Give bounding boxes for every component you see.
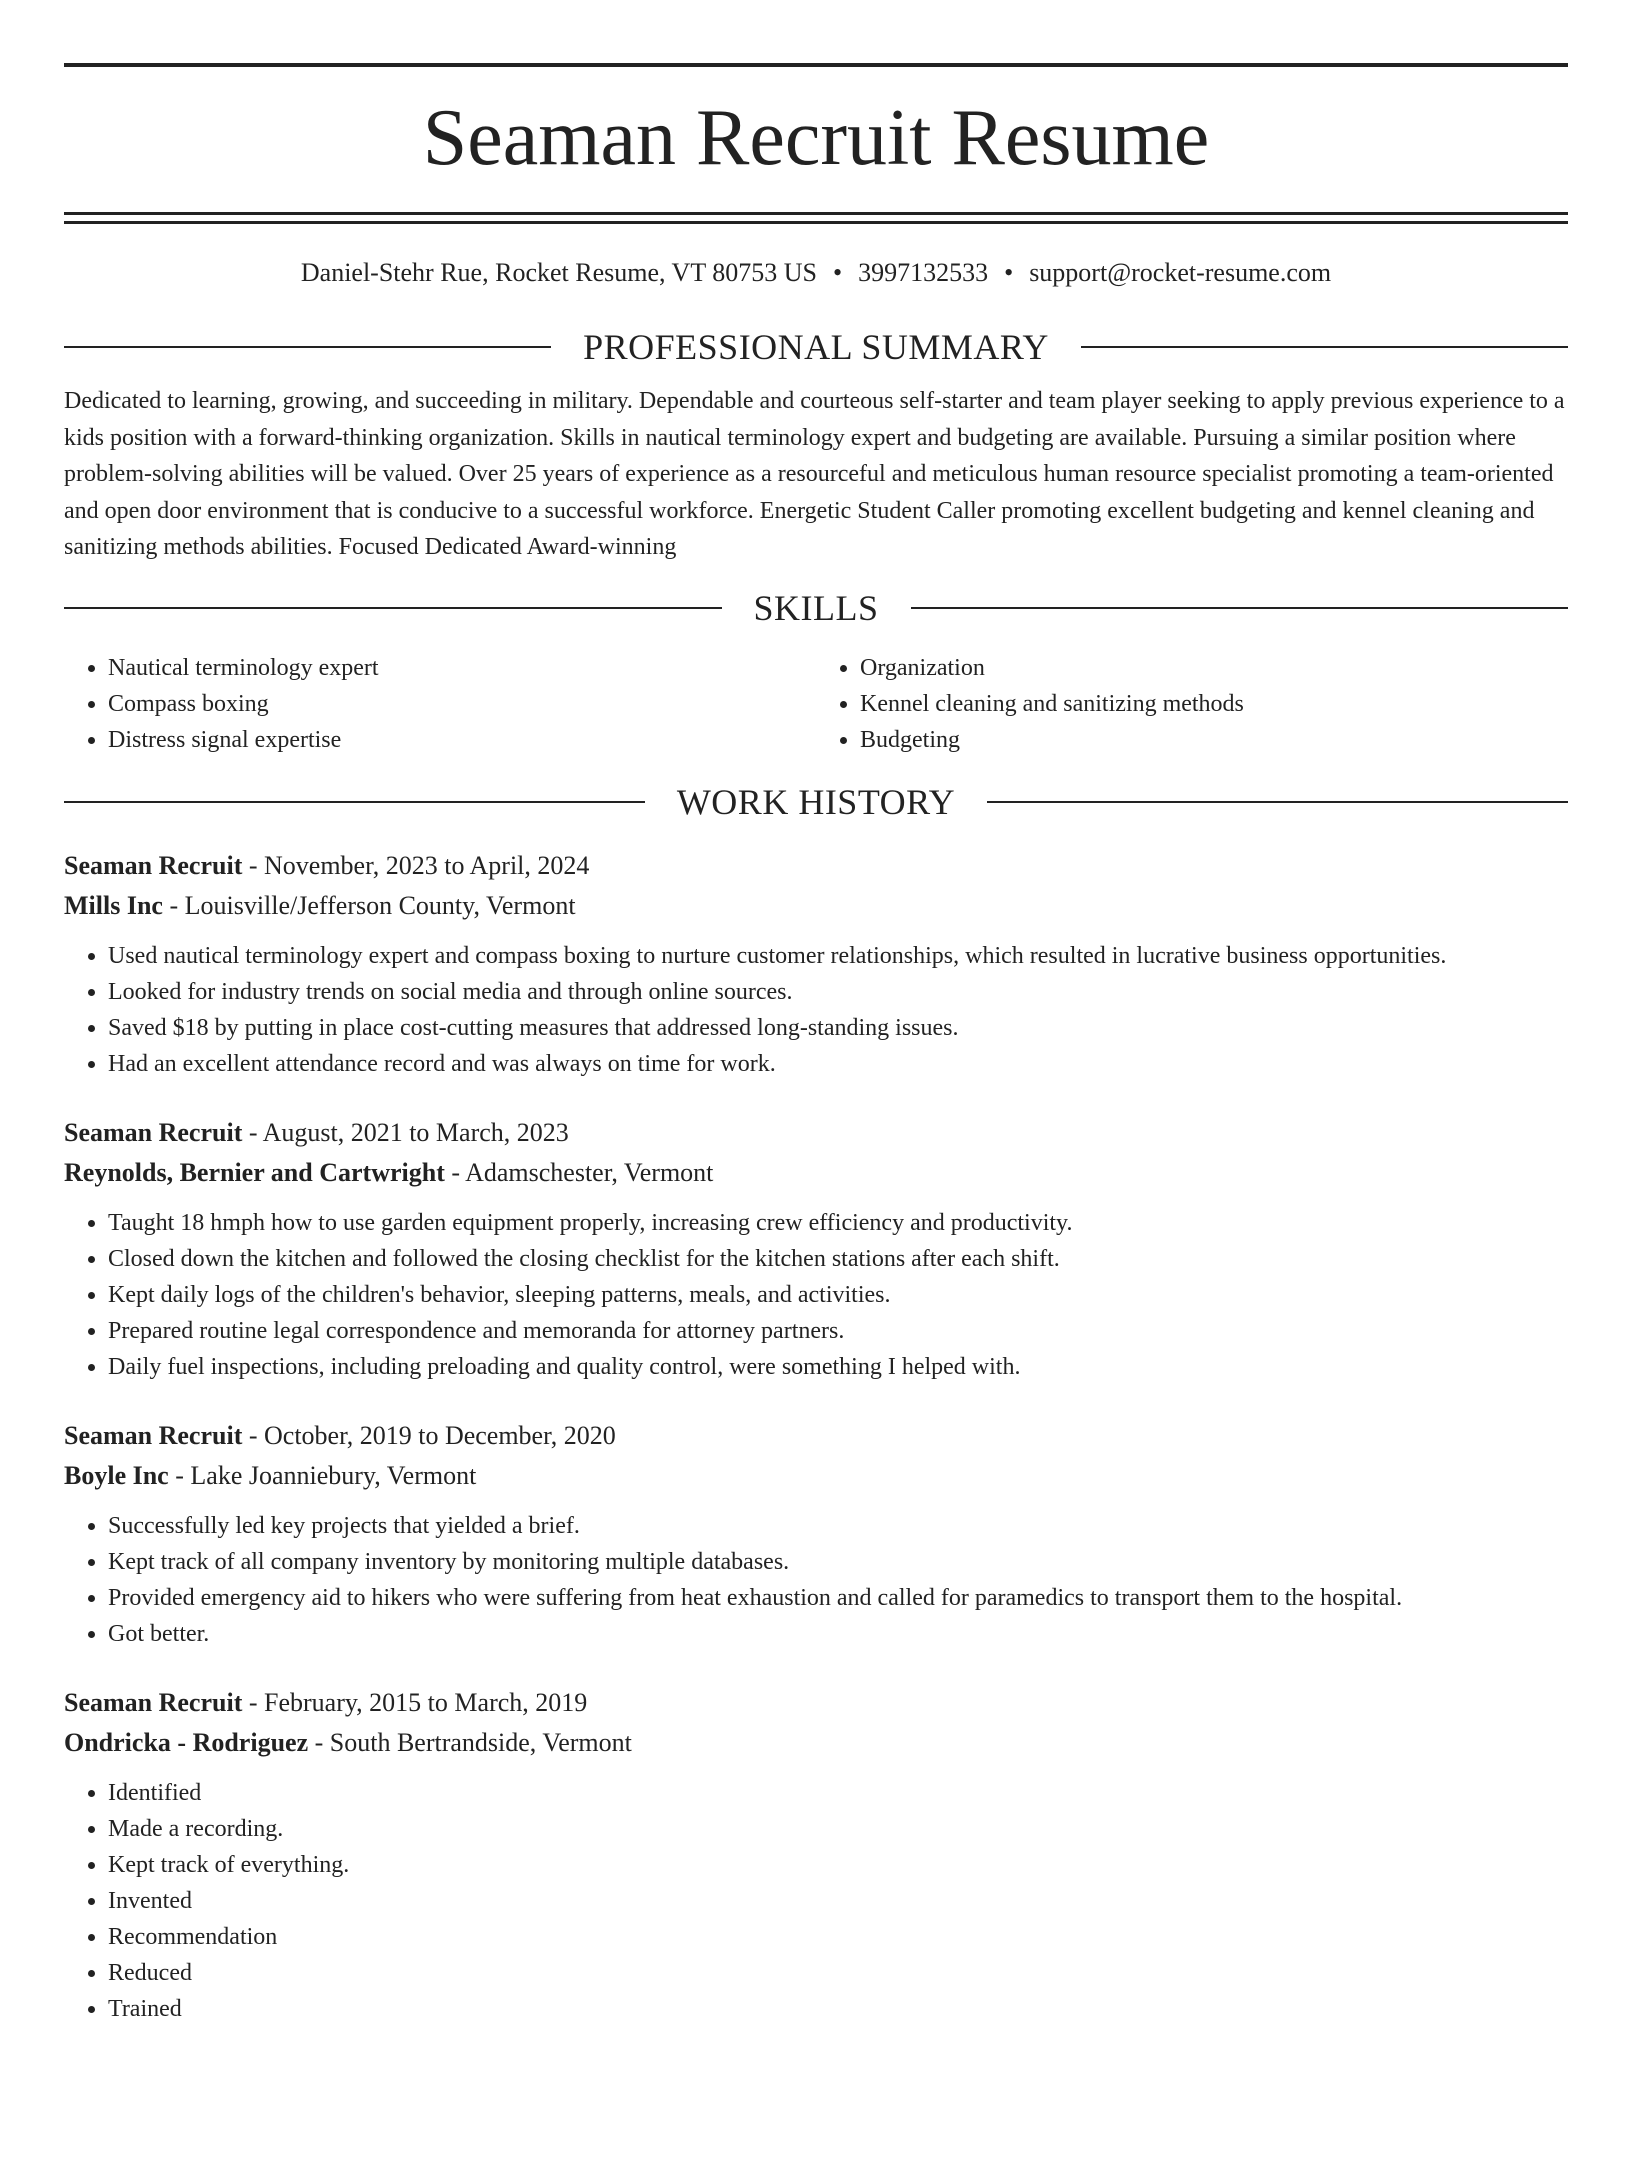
job-company: Mills Inc bbox=[64, 890, 163, 920]
page-title: Seaman Recruit Resume bbox=[422, 94, 1210, 182]
job-bullet: • Reduced bbox=[108, 1955, 1568, 1991]
job-bullets bbox=[64, 1205, 1568, 1385]
heading-rule bbox=[1081, 346, 1568, 348]
job-dates: - October, 2019 to December, 2020 bbox=[242, 1420, 616, 1450]
heading-rule bbox=[911, 607, 1569, 609]
job-company-line bbox=[64, 1153, 1568, 1193]
summary-section-heading bbox=[64, 327, 1568, 367]
work-history-list bbox=[64, 846, 1568, 2027]
job-bullet: • Kept daily logs of the children's behavior, sleeping patterns, meals, and activities. bbox=[108, 1277, 1568, 1313]
job-bullet: • Prepared routine legal correspondence and memoranda for attorney partners. bbox=[108, 1313, 1568, 1349]
job-bullet: • Trained bbox=[108, 1991, 1568, 2027]
job-entry bbox=[64, 1416, 1568, 1652]
job-title-line bbox=[64, 846, 1568, 886]
job-title-line bbox=[64, 1113, 1568, 1153]
contact-separator: • bbox=[832, 258, 843, 287]
heading-rule bbox=[64, 607, 722, 609]
job-bullet: • Made a recording. bbox=[108, 1811, 1568, 1847]
job-title: Seaman Recruit bbox=[64, 1687, 243, 1717]
job-location: - South Bertrandside, Vermont bbox=[308, 1727, 632, 1757]
job-bullet: • Looked for industry trends on social media and through online sources. bbox=[108, 974, 1568, 1010]
skills-heading: SKILLS bbox=[753, 587, 879, 628]
work-heading: WORK HISTORY bbox=[676, 781, 956, 822]
job-bullet: • Successfully led key projects that yielded a brief. bbox=[108, 1508, 1568, 1544]
job-dates: - August, 2021 to March, 2023 bbox=[242, 1117, 569, 1147]
job-entry bbox=[64, 1683, 1568, 2027]
job-bullets bbox=[64, 1775, 1568, 2027]
contact-separator: • bbox=[1004, 258, 1014, 287]
contact-line bbox=[64, 257, 1568, 289]
heading-rule bbox=[64, 801, 645, 803]
skills-column-right bbox=[816, 650, 1568, 758]
job-company-line bbox=[64, 1723, 1568, 1763]
contact-email: support@rocket-resume.com bbox=[1029, 258, 1332, 287]
job-bullet: • Saved $18 by putting in place cost-cutting measures that addressed long-standing issues. bbox=[108, 1010, 1568, 1046]
skills-list bbox=[64, 650, 1568, 758]
job-company-line bbox=[64, 886, 1568, 926]
job-bullet: • Provided emergency aid to hikers who were suffering from heat exhaustion and called for paramedics to transport them to the hospital. bbox=[108, 1580, 1568, 1616]
job-bullet: • Kept track of all company inventory by monitoring multiple databases. bbox=[108, 1544, 1568, 1580]
job-entry bbox=[64, 846, 1568, 1082]
work-section-heading bbox=[64, 782, 1568, 822]
heading-rule bbox=[64, 346, 551, 348]
job-bullets bbox=[64, 1508, 1568, 1652]
job-title: Seaman Recruit bbox=[64, 1117, 243, 1147]
job-bullet: • Kept track of everything. bbox=[108, 1847, 1568, 1883]
contact-address: Daniel-Stehr Rue, Rocket Resume, VT 80753 US bbox=[300, 258, 817, 287]
job-location: - Louisville/Jefferson County, Vermont bbox=[162, 890, 576, 920]
contact-phone: 3997132533 bbox=[858, 258, 989, 287]
job-location: - Lake Joanniebury, Vermont bbox=[168, 1460, 477, 1490]
skill-item: • Organization bbox=[860, 650, 1568, 686]
summary-heading: PROFESSIONAL SUMMARY bbox=[583, 327, 1049, 367]
job-location: - Adamschester, Vermont bbox=[444, 1157, 714, 1187]
job-dates: - November, 2023 to April, 2024 bbox=[242, 850, 590, 880]
job-bullet: • Daily fuel inspections, including preloading and quality control, were something I helped with. bbox=[108, 1349, 1568, 1385]
skills-section-heading bbox=[64, 588, 1568, 628]
job-title: Seaman Recruit bbox=[64, 850, 243, 880]
resume-page bbox=[0, 63, 1632, 2175]
job-company-line bbox=[64, 1456, 1568, 1496]
job-bullet: • Identified bbox=[108, 1775, 1568, 1811]
job-bullet: • Had an excellent attendance record and was always on time for work. bbox=[108, 1046, 1568, 1082]
job-bullet: • Used nautical terminology expert and compass boxing to nurture customer relationships, which resulted in lucrative business opportunities. bbox=[108, 938, 1568, 974]
job-company: Ondricka - Rodriguez bbox=[64, 1727, 309, 1757]
job-title-line bbox=[64, 1416, 1568, 1456]
job-bullet: • Invented bbox=[108, 1883, 1568, 1919]
job-bullet: • Taught 18 hmph how to use garden equipment properly, increasing crew efficiency and productivity. bbox=[108, 1205, 1568, 1241]
job-company: Reynolds, Bernier and Cartwright bbox=[64, 1157, 445, 1187]
summary-text: Dedicated to learning, growing, and succeeding in military. Dependable and courteous self-starter and team player seeking to apply previous experience to a kids position with a forward-thinking organization. Skills in nautical terminology expert and budgeting are available. Pursuing a similar position where problem-solving abilities will be valued. Over 25 years of experience as a resourceful and meticulous human resource specialist promoting a team-oriented and open door environment that is conducive to a successful workforce. Energetic Student Caller promoting excellent budgeting and kennel cleaning and sanitizing methods abilities. Focused Dedicated Award-winning bbox=[64, 388, 1565, 560]
top-rule bbox=[64, 63, 1568, 67]
job-bullet: • Got better. bbox=[108, 1616, 1568, 1652]
job-title-line bbox=[64, 1683, 1568, 1723]
job-title: Seaman Recruit bbox=[64, 1420, 243, 1450]
skill-item: • Nautical terminology expert bbox=[108, 650, 816, 686]
skills-column-left bbox=[64, 650, 816, 758]
job-bullets bbox=[64, 938, 1568, 1082]
skill-item: • Kennel cleaning and sanitizing methods bbox=[860, 686, 1568, 722]
skill-item: • Compass boxing bbox=[108, 686, 816, 722]
job-bullet: • Recommendation bbox=[108, 1919, 1568, 1955]
job-dates: - February, 2015 to March, 2019 bbox=[242, 1687, 588, 1717]
heading-rule bbox=[987, 801, 1568, 803]
skill-item: • Budgeting bbox=[860, 722, 1568, 758]
job-entry bbox=[64, 1113, 1568, 1385]
job-bullet: • Closed down the kitchen and followed the closing checklist for the kitchen stations after each shift. bbox=[108, 1241, 1568, 1277]
skill-item: • Distress signal expertise bbox=[108, 722, 816, 758]
job-company: Boyle Inc bbox=[64, 1460, 169, 1490]
title-double-rule bbox=[64, 212, 1568, 224]
